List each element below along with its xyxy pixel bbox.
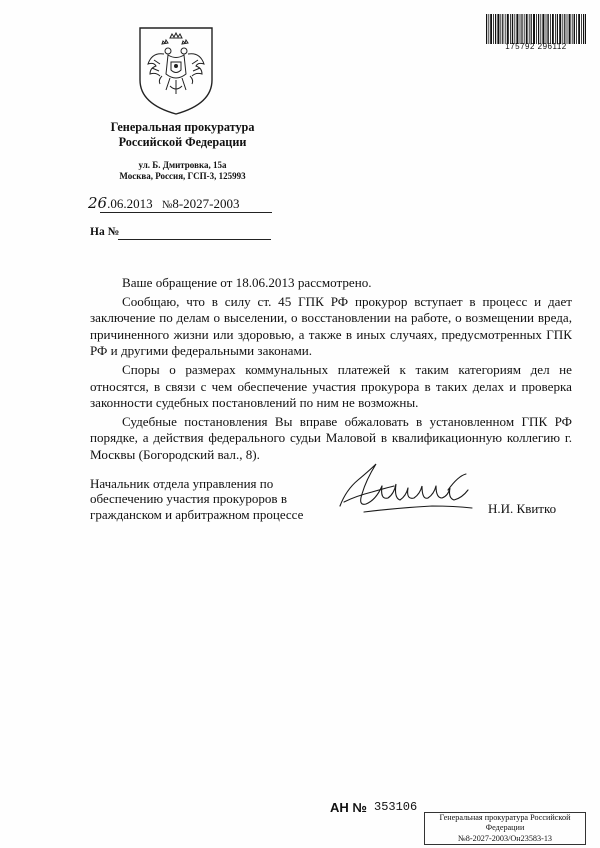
stamp-line1: Генеральная прокуратура Российской [439,813,571,822]
handwritten-signature [336,450,476,526]
paragraph-4: Судебные постановления Вы вправе обжаловать в установленном ГПК РФ порядке, а действия федерального судьи Маловой в квалификационную коллегию г. Москвы (Богородский вал., 8). [90,413,572,462]
signatory-title [90,476,330,522]
stamp-line3: №8-2027-2003/Он23583-13 [457,833,553,843]
signatory-title-line3: гражданском и арбитражном процессе [90,506,304,522]
organization-name [90,120,275,150]
barcode [486,14,586,44]
registration-date: .06.2013 [107,196,153,211]
handwritten-day: 26 [88,194,108,212]
reply-to-label: На № [90,226,120,238]
signatory-title-line1: Начальник отдела управления по [90,476,274,491]
stamp-line2: Федерации [485,823,525,833]
registration-line [88,194,240,212]
signatory-title-line2: обеспечению участия прокуроров в [90,491,287,507]
address-street: ул. Б. Дмитровка, 15а [138,160,227,170]
registration-underline [100,212,272,213]
registration-number: 8-2027-2003 [172,196,240,211]
form-series-number: 353106 [374,800,418,814]
address-city: Москва, Россия, ГСП-3, 125993 [119,171,246,181]
paragraph-2: Сообщаю, что в силу ст. 45 ГПК РФ прокурор вступает в процесс и дает заключение по делам о выселении, о восстановлении на работе, о возмещении вреда, причиненного жизни или здоровью, а также в иных случаях, предусмотренных ГПК РФ и другими федеральными законами. [90,293,572,359]
paragraph-3: Споры о размерах коммунальных платежей к таким категориям дел не относятся, в связи с чем обеспечение участия прокурора в таких делах и проверка законности судебных постановлений по ним не возможны. [90,361,572,411]
coat-of-arms-icon [134,24,218,118]
signer-name: Н.И. Квитко [488,501,557,516]
organization-name-line1: Генеральная прокуратура [110,120,255,134]
barcode-number: 175792 296112 [505,42,567,51]
reply-to-underline [118,239,271,240]
organization-name-line2: Российской Федерации [118,135,247,149]
letter-body [90,275,572,466]
registration-stamp [424,812,586,845]
paragraph-1: Ваше обращение от 18.06.2013 рассмотрено. [122,275,372,290]
registration-number-label: № [161,199,173,211]
form-series-label: АН № [330,800,367,815]
